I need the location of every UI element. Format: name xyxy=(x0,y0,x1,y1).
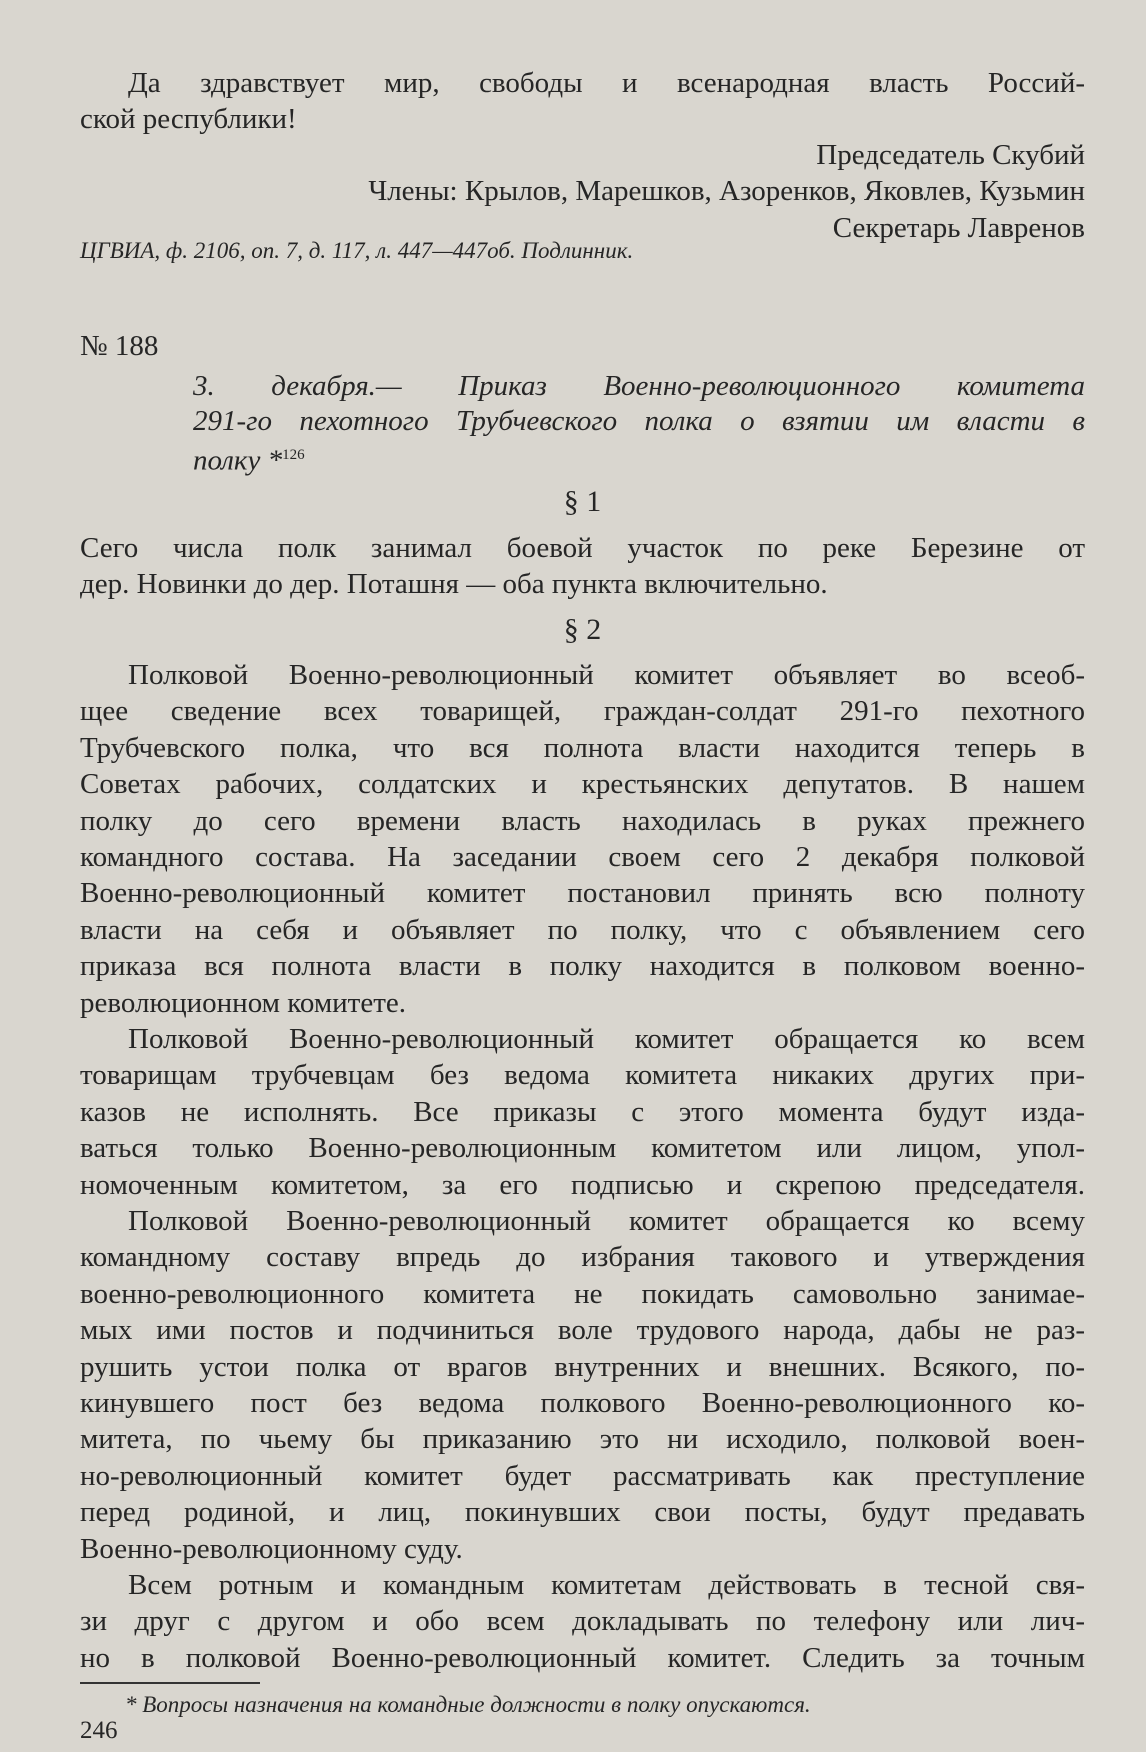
text-line: Советах рабочих, солдатских и крестьянских депутатов. В нашем xyxy=(80,768,1085,801)
text-line: казов не исполнять. Все приказы с этого момента будут изда- xyxy=(80,1095,1085,1128)
text-line: революционном комитете. xyxy=(80,986,407,1019)
section-1-heading: § 1 xyxy=(563,485,602,518)
text-line: рушить устои полка от врагов внутренних и внешних. Всякого, по- xyxy=(80,1350,1085,1383)
section-2-paragraph-2 xyxy=(80,1021,1085,1203)
text-line: перед родиной, и лиц, покинувших свои посты, будут предавать xyxy=(80,1496,1085,1529)
section-1-line: дер. Новинки до дер. Поташня — оба пункта включительно. xyxy=(80,568,828,601)
section-2-heading: § 2 xyxy=(563,613,602,646)
closing-line-1: Да здравствует мир, свободы и всенародная власть Россий- xyxy=(128,67,1085,99)
text-line: щее сведение всех товарищей, граждан-солдат 291-го пехотного xyxy=(80,695,1085,728)
document-title-line-3-text: полку * xyxy=(193,444,283,477)
section-1-body xyxy=(80,530,1085,603)
text-line: митета, по чьему бы приказанию это ни исходило, полковой воен- xyxy=(80,1423,1085,1456)
text-line: военно-революционного комитета не покидать самовольно занимае- xyxy=(80,1277,1085,1310)
section-2-paragraph-3 xyxy=(80,1203,1085,1567)
document-title-line-2: 291-го пехотного Трубчевского полка о взятии им власти в xyxy=(193,404,1085,437)
text-line: Полковой Военно-революционный комитет обращается ко всем xyxy=(128,1023,1085,1055)
text-line: Всем ротным и командным комитетам действовать в тесной свя- xyxy=(128,1569,1085,1601)
text-line: мых ими постов и подчиниться воле трудового народа, дабы не раз- xyxy=(80,1314,1085,1347)
text-line: товарищам трубчевцам без ведома комитета никаких других при- xyxy=(80,1059,1085,1092)
signature-members: Члены: Крылов, Марешков, Азоренков, Яковлев, Кузьмин xyxy=(368,175,1085,208)
archive-reference: ЦГВИА, ф. 2106, оп. 7, д. 117, л. 447—447об. Подлинник. xyxy=(80,238,634,263)
text-line: Военно-революционный комитет постановил принять всю полноту xyxy=(80,877,1085,910)
closing-line-2: ской республики! xyxy=(80,103,297,136)
text-line: ваться только Военно-революционным комитетом или лицом, упол- xyxy=(80,1132,1085,1165)
text-line: Полковой Военно-революционный комитет обращается ко всему xyxy=(128,1205,1085,1237)
text-line: Трубчевского полка, что вся полнота власти находится теперь в xyxy=(80,731,1085,764)
text-line: Полковой Военно-революционный комитет объявляет во всеоб- xyxy=(128,659,1085,691)
section-2-paragraph-1 xyxy=(80,657,1085,1021)
signature-secretary: Секретарь Лавренов xyxy=(832,211,1085,244)
document-title xyxy=(193,369,1085,478)
signature-chairman: Председатель Скубий xyxy=(816,139,1085,171)
text-line: командного состава. На заседании своем сего 2 декабря полковой xyxy=(80,841,1085,874)
footnote: * Вопросы назначения на командные должности в полку опускаются. xyxy=(125,1692,811,1717)
document-title-line-3 xyxy=(193,438,1085,478)
closing-text xyxy=(80,65,1085,138)
text-line: зи друг с другом и обо всем докладывать по телефону или лич- xyxy=(80,1605,1085,1638)
page-number: 246 xyxy=(80,1717,118,1744)
text-line: но в полковой Военно-революционный комитет. Следить за точным xyxy=(80,1641,1085,1674)
text-line: кинувшего пост без ведома полкового Военно-революционного ко- xyxy=(80,1387,1085,1420)
document-title-line-1: 3. декабря.— Приказ Военно-революционного комитета xyxy=(193,370,1085,402)
text-line: Военно-революционному суду. xyxy=(80,1532,463,1565)
text-line: приказа вся полнота власти в полку находится в полковом военно- xyxy=(80,950,1085,983)
document-number: № 188 xyxy=(80,330,159,362)
signature-block xyxy=(80,137,1085,246)
section-1-line: Сего числа полк занимал боевой участок по реке Березине от xyxy=(80,532,1085,564)
footnote-reference: 126 xyxy=(282,447,305,463)
text-line: но-революционный комитет будет рассматривать как преступление xyxy=(80,1459,1085,1492)
footnote-divider xyxy=(80,1682,260,1684)
text-line: власти на себя и объявляет по полку, что с объявлением сего xyxy=(80,913,1085,946)
text-line: полку до сего времени власть находилась в руках прежнего xyxy=(80,804,1085,837)
section-2-paragraph-4 xyxy=(80,1567,1085,1676)
text-line: командному составу впредь до избрания такового и утверждения xyxy=(80,1241,1085,1274)
text-line: номоченным комитетом, за его подписью и скрепою председателя. xyxy=(80,1168,1085,1201)
